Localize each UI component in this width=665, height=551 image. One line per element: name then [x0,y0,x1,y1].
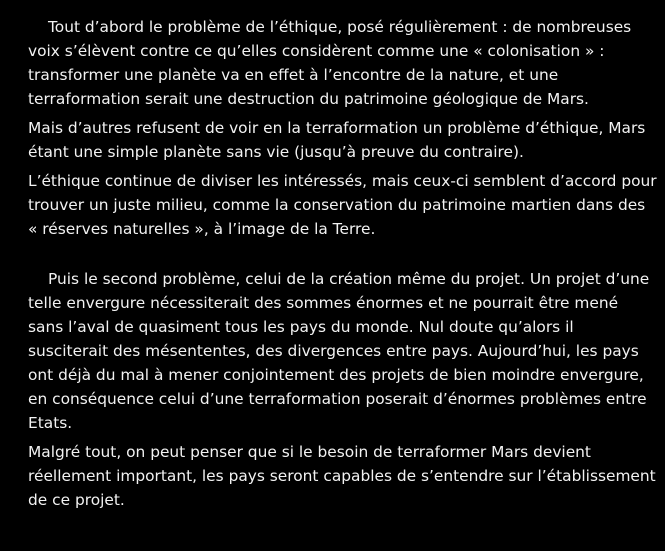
paragraph-ethics-intro: Tout d’abord le problème de l’éthique, posé régulièrement : de nombreuses voix s’élèvent contre ce qu’elles considèrent comme une « colonisation » : transformer une planète va en effet à l’encontre de la nature, et une terraformation serait une destruction du patrimoine géologique de Mars. [28,18,637,108]
section-spacer [28,246,657,267]
paragraph-ethics-compromise: L’éthique continue de diviser les intéressés, mais ceux-ci semblent d’accord pour trouver un juste milieu, comme la conservation du patrimoine martien dans des « réserves naturelles », à l’image de la Terre. [28,172,662,238]
section-ethics [28,15,662,241]
section-project-creation [28,267,661,512]
paragraph-ethics-counterpoint: Mais d’autres refusent de voir en la terraformation un problème d’éthique, Mars étant une simple planète sans vie (jusqu’à preuve du contraire). [28,119,651,161]
paragraph-project-conclusion: Malgré tout, on peut penser que si le besoin de terraformer Mars devient réellement important, les pays seront capables de s’entendre sur l’établissement de ce projet. [28,443,661,509]
paragraph-project-intro: Puis le second problème, celui de la création même du projet. Un projet d’une telle envergure nécessiterait des sommes énormes et ne pourrait être mené sans l’aval de quasiment tous les pays du monde. Nul doute qu’alors il susciterait des mésententes, des divergences entre pays. Aujourd’hui, les pays ont déjà du mal à mener conjointement des projets de bien moindre envergure, en conséquence celui d’une terraformation poserait d’énormes problèmes entre Etats. [28,270,655,432]
